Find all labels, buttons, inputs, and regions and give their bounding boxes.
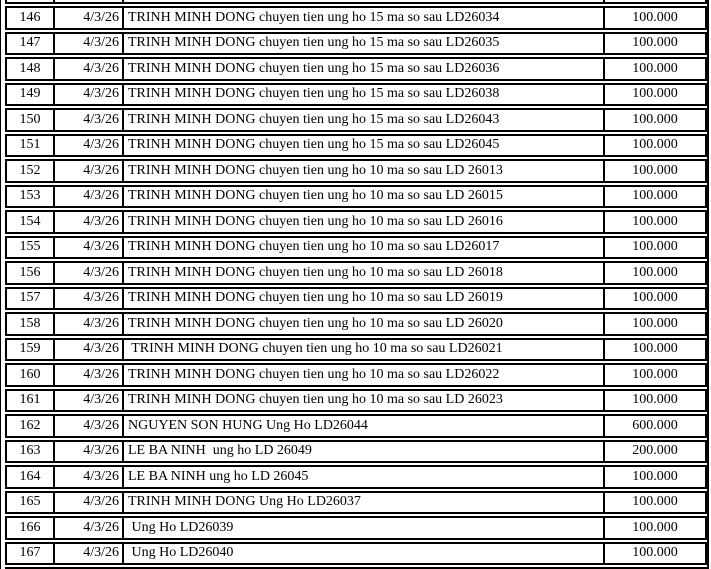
description-cell [122, 85, 603, 105]
row-number-text: 149 [19, 86, 41, 102]
amount-cell [603, 238, 705, 258]
date-cell [53, 544, 122, 564]
description-text: LE BA NINH ung ho LD 26049 [128, 443, 312, 459]
date-text: 4/3/26 [83, 86, 119, 102]
description-text: TRINH MINH DONG chuyen tien ung ho 10 ma so sau LD 26013 [128, 162, 503, 178]
date-cell [53, 110, 122, 130]
amount-text: 100.000 [632, 86, 678, 102]
date-text: 4/3/26 [83, 519, 119, 535]
date-text: 4/3/26 [83, 188, 119, 204]
description-cell [122, 212, 603, 232]
table-row [5, 210, 707, 234]
table-row [5, 465, 707, 489]
amount-text: 100.000 [632, 366, 678, 382]
description-text [128, 0, 447, 1]
amount-cell [603, 136, 705, 156]
table-row [5, 363, 707, 387]
table-row [5, 516, 707, 540]
date-cell [53, 416, 122, 436]
row-number-cell [7, 187, 53, 207]
description-cell [122, 238, 603, 258]
date-cell [53, 365, 122, 385]
row-number-cell [7, 85, 53, 105]
description-text: TRINH MINH DONG chuyen tien ung ho 15 ma so sau LD26035 [128, 35, 500, 51]
description-text: TRINH MINH DONG chuyen tien ung ho 15 ma so sau LD26043 [128, 111, 500, 127]
description-text: TRINH MINH DONG chuyen tien ung ho 15 ma so sau LD26034 [128, 9, 500, 25]
description-cell [122, 263, 603, 283]
table-row [5, 312, 707, 336]
amount-text [631, 0, 677, 1]
date-cell [53, 314, 122, 334]
row-number-cell [7, 238, 53, 258]
amount-cell [603, 161, 705, 181]
description-cell [122, 391, 603, 411]
description-text: TRINH MINH DONG chuyen tien ung ho 10 ma so sau LD 26019 [128, 290, 503, 306]
description-cell [122, 442, 603, 462]
amount-text: 100.000 [632, 494, 678, 510]
table-row [5, 414, 707, 438]
description-cell [122, 34, 603, 54]
amount-cell [603, 365, 705, 385]
description-text: Ung Ho LD26040 [128, 545, 234, 561]
description-text: TRINH MINH DONG chuyen tien ung ho 15 ma so sau LD26036 [128, 60, 500, 76]
table-row-partial-top [5, 0, 707, 4]
row-number-cell [7, 8, 53, 28]
amount-text: 100.000 [632, 341, 678, 357]
amount-text: 600.000 [632, 417, 678, 433]
table-row [5, 108, 707, 132]
date-text: 4/3/26 [83, 35, 119, 51]
row-number-cell [7, 161, 53, 181]
description-text: TRINH MINH DONG chuyen tien ung ho 10 ma so sau LD 26015 [128, 188, 503, 204]
amount-text: 100.000 [632, 137, 678, 153]
row-number-cell [7, 263, 53, 283]
date-cell [53, 518, 122, 538]
date-cell [53, 493, 122, 513]
date-text: 4/3/26 [83, 239, 119, 255]
date-text: 4/3/26 [83, 290, 119, 306]
row-number-cell [7, 110, 53, 130]
date-text: 4/3/26 [83, 494, 119, 510]
amount-cell [603, 416, 705, 436]
amount-text: 100.000 [632, 392, 678, 408]
table-body [5, 6, 707, 565]
amount-cell [603, 544, 705, 564]
amount-text: 100.000 [632, 111, 678, 127]
amount-cell [603, 314, 705, 334]
description-cell [122, 365, 603, 385]
date-cell [53, 263, 122, 283]
description-cell [122, 187, 603, 207]
table-row [5, 287, 707, 311]
description-text: TRINH MINH DONG chuyen tien ung ho 10 ma so sau LD26017 [128, 239, 500, 255]
description-text: TRINH MINH DONG chuyen tien ung ho 10 ma so sau LD 26023 [128, 392, 503, 408]
date-cell [53, 0, 122, 2]
amount-cell [603, 289, 705, 309]
row-number-cell [7, 289, 53, 309]
date-cell [53, 391, 122, 411]
description-text: LE BA NINH ung ho LD 26045 [128, 468, 309, 484]
description-cell [122, 0, 603, 2]
description-text: TRINH MINH DONG chuyen tien ung ho 10 ma so sau LD26022 [128, 366, 500, 382]
description-cell [122, 416, 603, 436]
table-row [5, 159, 707, 183]
amount-text: 100.000 [632, 213, 678, 229]
description-text: TRINH MINH DONG chuyen tien ung ho 10 ma so sau LD 26020 [128, 315, 503, 331]
row-number-text: 154 [19, 213, 41, 229]
table-row [5, 134, 707, 158]
description-cell [122, 289, 603, 309]
row-number-cell [7, 493, 53, 513]
amount-cell [603, 187, 705, 207]
row-number-cell [7, 136, 53, 156]
amount-text: 100.000 [632, 9, 678, 25]
row-number-cell [7, 365, 53, 385]
date-cell [53, 467, 122, 487]
row-number-text: 164 [19, 468, 41, 484]
description-cell [122, 544, 603, 564]
row-number-cell [7, 34, 53, 54]
description-cell [122, 59, 603, 79]
amount-text: 100.000 [632, 239, 678, 255]
row-number-cell [7, 212, 53, 232]
row-number-cell [7, 340, 53, 360]
row-number-text: 148 [19, 60, 41, 76]
description-cell [122, 8, 603, 28]
date-text: 4/3/26 [83, 111, 119, 127]
amount-cell [603, 8, 705, 28]
date-cell [53, 187, 122, 207]
table-row [5, 6, 707, 30]
row-number-cell [7, 391, 53, 411]
amount-text: 100.000 [632, 264, 678, 280]
date-text: 4/3/26 [83, 162, 119, 178]
row-number-text: 165 [19, 494, 41, 510]
row-number-cell [7, 59, 53, 79]
date-text: 4/3/26 [83, 264, 119, 280]
description-text: TRINH MINH DONG chuyen tien ung ho 10 ma so sau LD 26018 [128, 264, 503, 280]
description-text: TRINH MINH DONG chuyen tien ung ho 15 ma so sau LD26038 [128, 86, 500, 102]
description-cell [122, 136, 603, 156]
date-text: 4/3/26 [83, 60, 119, 76]
description-cell [122, 110, 603, 130]
amount-text: 100.000 [632, 315, 678, 331]
amount-text: 100.000 [632, 162, 678, 178]
date-cell [53, 161, 122, 181]
amount-cell [603, 467, 705, 487]
date-cell [53, 212, 122, 232]
table-row [5, 542, 707, 566]
date-text: 4/3/26 [83, 545, 119, 561]
row-number-cell [7, 518, 53, 538]
row-number-text: 158 [19, 315, 41, 331]
table-row [5, 389, 707, 413]
amount-cell [603, 263, 705, 283]
description-text: TRINH MINH DONG chuyen tien ung ho 10 ma so sau LD 26016 [128, 213, 503, 229]
table-row [5, 236, 707, 260]
amount-text: 100.000 [632, 545, 678, 561]
amount-cell [603, 493, 705, 513]
description-cell [122, 518, 603, 538]
description-text: TRINH MINH DONG Ung Ho LD26037 [128, 494, 361, 510]
row-number-text: 146 [19, 9, 41, 25]
row-number-text: 167 [19, 545, 41, 561]
amount-cell [603, 0, 705, 2]
row-number-text: 157 [19, 290, 41, 306]
amount-cell [603, 34, 705, 54]
description-cell [122, 314, 603, 334]
date-cell [53, 85, 122, 105]
table-row [5, 491, 707, 515]
amount-text: 100.000 [632, 519, 678, 535]
amount-text: 100.000 [632, 188, 678, 204]
date-cell [53, 136, 122, 156]
row-number-cell [7, 442, 53, 462]
amount-cell [603, 85, 705, 105]
description-text: TRINH MINH DONG chuyen tien ung ho 15 ma so sau LD26045 [128, 137, 500, 153]
description-cell [122, 161, 603, 181]
row-number-text: 152 [19, 162, 41, 178]
row-number-cell [7, 467, 53, 487]
row-number-text: 159 [19, 341, 41, 357]
amount-text: 100.000 [632, 468, 678, 484]
description-cell [122, 493, 603, 513]
row-number-text: 153 [19, 188, 41, 204]
amount-cell [603, 110, 705, 130]
amount-cell [603, 59, 705, 79]
date-cell [53, 238, 122, 258]
amount-cell [603, 391, 705, 411]
amount-cell [603, 518, 705, 538]
row-number-cell [7, 0, 53, 2]
table-row [5, 57, 707, 81]
date-cell [53, 340, 122, 360]
date-text: 4/3/26 [83, 392, 119, 408]
row-number-text: 162 [19, 417, 41, 433]
date-text: 4/3/26 [83, 315, 119, 331]
table-row [5, 185, 707, 209]
row-number-text: 147 [19, 35, 41, 51]
amount-text: 100.000 [632, 290, 678, 306]
amount-cell [603, 340, 705, 360]
description-text: Ung Ho LD26039 [128, 519, 234, 535]
row-number-cell [7, 314, 53, 334]
row-number-cell [7, 544, 53, 564]
table-row [5, 440, 707, 464]
date-text: 4/3/26 [83, 366, 119, 382]
date-text: 4/3/26 [83, 9, 119, 25]
table-row [5, 261, 707, 285]
table-row [5, 338, 707, 362]
description-cell [122, 340, 603, 360]
description-text: NGUYEN SON HUNG Ung Ho LD26044 [128, 417, 368, 433]
row-number-text: 155 [19, 239, 41, 255]
date-cell [53, 8, 122, 28]
row-number-text: 163 [19, 443, 41, 459]
description-cell [122, 467, 603, 487]
date-text: 4/3/26 [83, 468, 119, 484]
date-cell [53, 442, 122, 462]
date-text: 4/3/26 [83, 443, 119, 459]
date-text: 4/3/26 [83, 213, 119, 229]
table-row [5, 32, 707, 56]
date-cell [53, 59, 122, 79]
date-text: 4/3/26 [83, 341, 119, 357]
row-number-text: 161 [19, 392, 41, 408]
date-cell [53, 289, 122, 309]
row-number-cell [7, 416, 53, 436]
row-number-text: 166 [19, 519, 41, 535]
description-text: TRINH MINH DONG chuyen tien ung ho 10 ma so sau LD26021 [128, 341, 503, 357]
amount-text: 200.000 [632, 443, 678, 459]
amount-cell [603, 442, 705, 462]
row-number-text: 151 [19, 137, 41, 153]
date-text: 4/3/26 [83, 137, 119, 153]
amount-cell [603, 212, 705, 232]
row-number-text: 156 [19, 264, 41, 280]
amount-text: 100.000 [632, 35, 678, 51]
amount-text: 100.000 [632, 60, 678, 76]
row-number-text: 160 [19, 366, 41, 382]
date-text: 4/3/26 [83, 417, 119, 433]
date-cell [53, 34, 122, 54]
table-row [5, 83, 707, 107]
row-number-text: 150 [19, 111, 41, 127]
